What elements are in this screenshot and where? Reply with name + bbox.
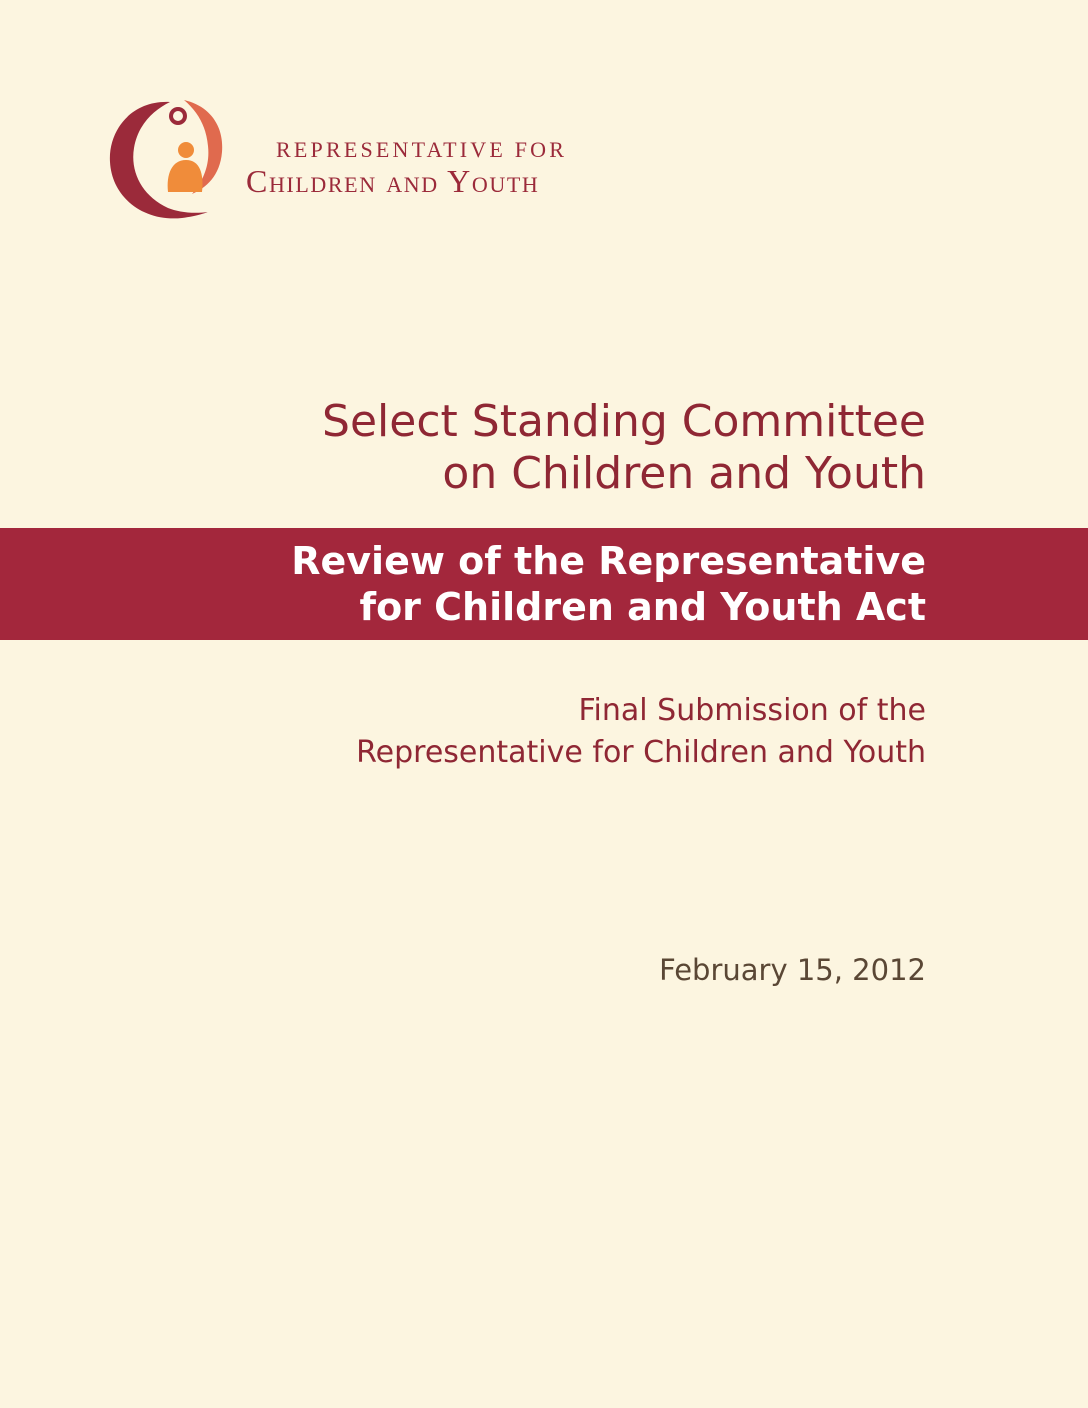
document-subtitle-line1: Final Submission of the (578, 693, 926, 728)
document-subtitle-line2: Representative for Children and Youth (356, 735, 926, 770)
committee-heading (322, 396, 926, 500)
committee-heading-line2: on Children and Youth (442, 448, 926, 499)
document-subtitle (356, 690, 926, 774)
document-date: February 15, 2012 (659, 953, 926, 987)
document-title-line1: Review of the Representative (291, 539, 926, 583)
title-band (0, 528, 1088, 640)
organization-name (246, 136, 567, 198)
parent-child-logo-icon (108, 96, 228, 224)
organization-name-line1: REPRESENTATIVE FOR (276, 137, 568, 162)
committee-heading-line1: Select Standing Committee (322, 396, 926, 447)
organization-logo (108, 96, 628, 226)
organization-name-line2: Children and Youth (246, 163, 540, 199)
document-title (291, 538, 926, 630)
document-title-line2: for Children and Youth Act (359, 585, 926, 629)
